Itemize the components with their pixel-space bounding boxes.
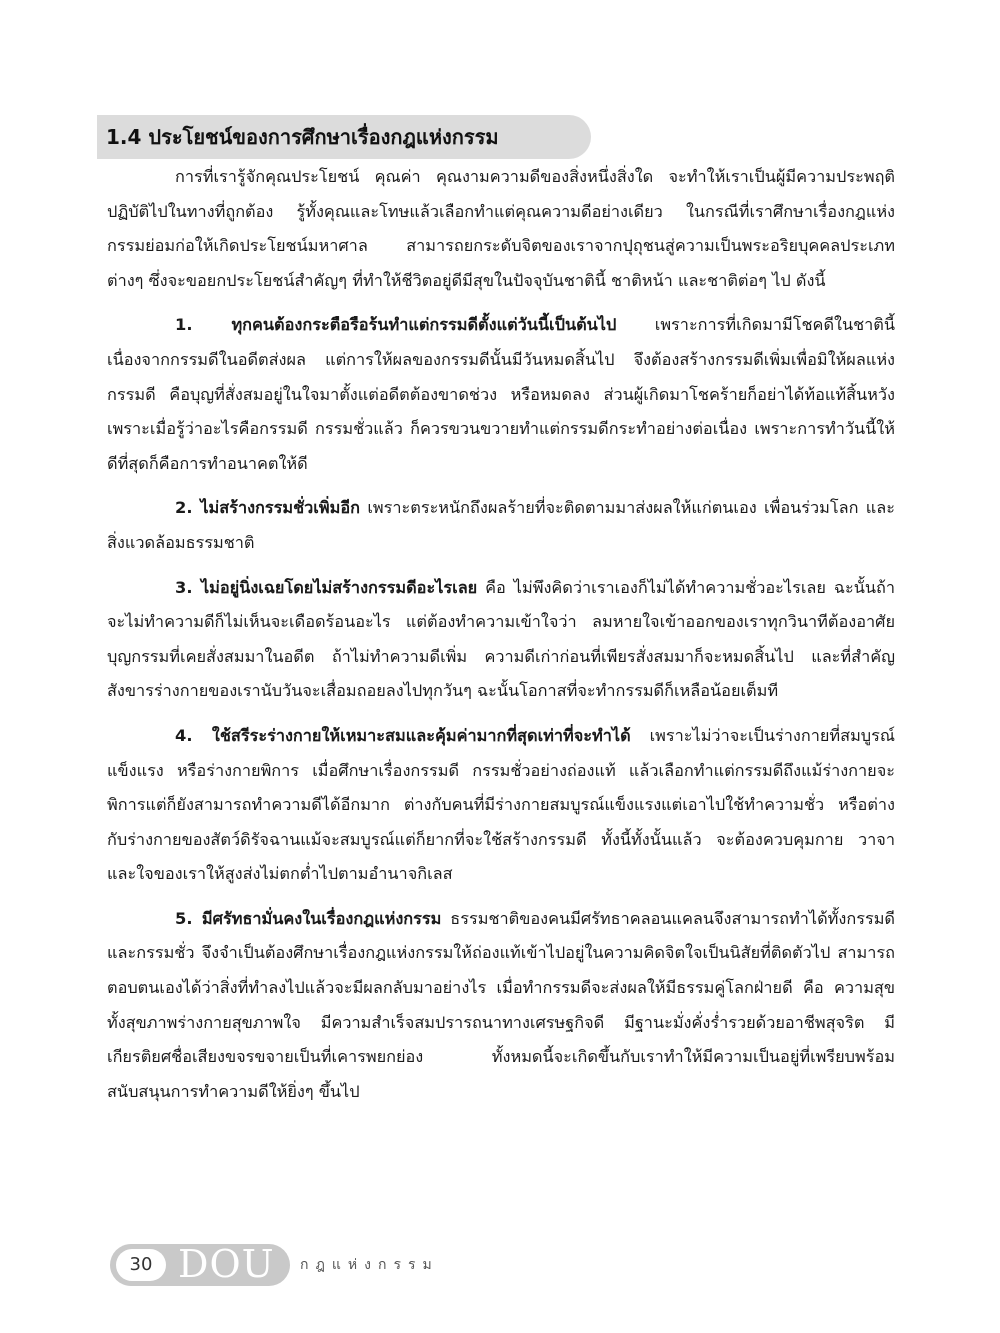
item-body: เพราะตระหนักถึงผลร้ายที่จะติดตามมาส่งผลให้แก่ตนเอง เพื่อนร่วมโลก และสิ่งแวดล้อมธรรมชาติ [107, 498, 895, 552]
list-item [107, 308, 895, 481]
item-body: เพราะไม่ว่าจะเป็นร่างกายที่สมบูรณ์แข็งแรง หรือร่างกายพิการ เมื่อศึกษาเรื่องกรรมดี กรรมชั่วอย่างถ่องแท้ แล้วเลือกทำแต่กรรมดีถึงแม้ร่างกายจะพิการแต่ก็ยังสามารถทำความดีได้อีกมาก ต่างกับคนที่มีร่างกายสมบูรณ์แข็งแรงแต่เอาไปใช้ทำความชั่ว หรือต่างกับร่างกายของสัตว์ดิรัจฉานแม้จะสมบูรณ์แต่ก็ยากที่จะใช้สร้างกรรมดี ทั้งนี้ทั้งนั้นแล้ว จะต้องควบคุมกาย วาจา และใจของเราให้สูงส่งไม่ตกต่ำไปตามอำนาจกิเลส [107, 725, 895, 884]
item-title: 4. ใช้สรีระร่างกายให้เหมาะสมและคุ้มค่ามากที่สุดเท่าที่จะทำได้ [175, 725, 631, 745]
book-title: กฎแห่งกรรม [300, 1257, 439, 1273]
item-body: คือ ไม่พึงคิดว่าเราเองก็ไม่ได้ทำความชั่วอะไรเลย ฉะนั้นถ้าจะไม่ทำความดีก็ไม่เห็นจะเดือดร้อนอะไร แต่ต้องทำความเข้าใจว่า ลมหายใจเข้าออกของเราทุกวินาทีต้องอาศัยบุญกรรมที่เคยสั่งสมมาในอดีต ถ้าไม่ทำความดีเพิ่ม ความดีเก่าก่อนที่เพียรสั่งสมมาก็จะหมดสิ้นไป และที่สำคัญสังขารร่างกายของเรานับวันจะเสื่อมถอยลงไปทุกวันๆ ฉะนั้นโอกาสที่จะทำกรรมดีก็เหลือน้อยเต็มที [107, 577, 895, 701]
list-item [107, 902, 895, 1110]
item-title: 2. ไม่สร้างกรรมชั่วเพิ่มอีก [175, 498, 360, 518]
item-title: 3. ไม่อยู่นิ่งเฉยโดยไม่สร้างกรรมดีอะไรเลย [175, 577, 478, 597]
item-body: เพราะการที่เกิดมามีโชคดีในชาตินี้ เนื่องจากกรรมดีในอดีตส่งผล แต่การให้ผลของกรรมดีนั้นมีวันหมดสิ้นไป จึงต้องสร้างกรรมดีเพิ่มเพื่อมิให้ผลแห่งกรรมดี คือบุญที่สั่งสมอยู่ในใจมาตั้งแต่อดีตต้องขาดช่วง หรือหมดลง ส่วนผู้เกิดมาโชคร้ายก็อย่าได้ท้อแท้สิ้นหวัง เพราะเมื่อรู้ว่าอะไรคือกรรมดี กรรมชั่วแล้ว ก็ควรขวนขวายทำแต่กรรมดีกระทำอย่างต่อเนื่อง เพราะการทำวันนี้ให้ดีที่สุดก็คือการทำอนาคตให้ดี [107, 315, 895, 473]
body-content [107, 160, 895, 1109]
item-title: 5. มีศรัทธามั่นคงในเรื่องกฎแห่งกรรม [175, 908, 442, 928]
list-item [107, 719, 895, 892]
item-body: ธรรมชาติของคนมีศรัทธาคลอนแคลนจึงสามารถทำได้ทั้งกรรมดีและกรรมชั่ว จึงจำเป็นต้องศึกษาเรื่องกฎแห่งกรรมให้ถ่องแท้เข้าไปอยู่ในความคิดจิตใจเป็นนิสัยที่ติดตัวไป สามารถตอบตนเองได้ว่าสิ่งที่ทำลงไปแล้วจะมีผลกลับมาอย่างไร เมื่อทำกรรมดีจะส่งผลให้มีธรรมคู่โลกฝ่ายดี คือ ความสุขทั้งสุขภาพร่างกายสุขภาพใจ มีความสำเร็จสมปรารถนาทางเศรษฐกิจดี มีฐานะมั่งคั่งร่ำรวยด้วยอาชีพสุจริต มีเกียรติยศชื่อเสียงขจรขจายเป็นที่เคารพยกย่อง ทั้งหมดนี้จะเกิดขึ้นกับเราทำให้มีความเป็นอยู่ที่เพรียบพร้อมสนับสนุนการทำความดีให้ยิ่งๆ ขึ้นไป [107, 908, 895, 1101]
list-item [107, 571, 895, 709]
page-number: 30 [116, 1249, 166, 1281]
list-item [107, 491, 895, 560]
item-title: 1. ทุกคนต้องกระตือรือร้นทำแต่กรรมดีตั้งแต่วันนี้เป็นต้นไป [175, 315, 617, 335]
dou-logo: DOU [178, 1242, 275, 1286]
intro-paragraph: การที่เรารู้จักคุณประโยชน์ คุณค่า คุณงามความดีของสิ่งหนึ่งสิ่งใด จะทำให้เราเป็นผู้มีความประพฤติปฏิบัติไปในทางที่ถูกต้อง รู้ทั้งคุณและโทษแล้วเลือกทำแต่คุณความดีอย่างเดียว ในกรณีที่เราศึกษาเรื่องกฎแห่งกรรมย่อมก่อให้เกิดประโยชน์มหาศาล สามารถยกระดับจิตของเราจากปุถุชนสู่ความเป็นพระอริยบุคคลประเภทต่างๆ ซึ่งจะขอยกประโยชน์สำคัญๆ ที่ทำให้ชีวิตอยู่ดีมีสุขในปัจจุบันชาตินี้ ชาติหน้า และชาติต่อๆ ไป ดังนี้ [107, 167, 895, 290]
section-heading: 1.4 ประโยชน์ของการศึกษาเรื่องกฎแห่งกรรม [106, 125, 499, 149]
